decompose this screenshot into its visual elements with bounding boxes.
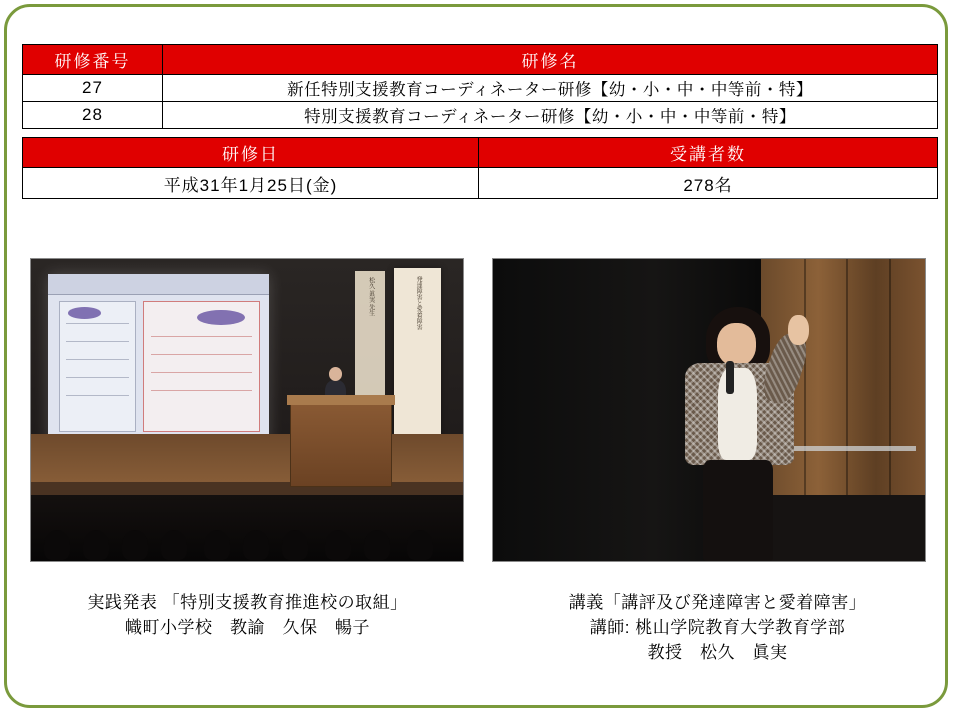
caption-left-line-2: 幟町小学校 教諭 久保 暢子 bbox=[125, 618, 370, 637]
training-name-28: 特別支援教育コーディネーター研修【幼・小・中・中等前・特】 bbox=[163, 102, 938, 129]
training-name-27: 新任特別支援教育コーディネーター研修【幼・小・中・中等前・特】 bbox=[163, 75, 938, 102]
col-header-training-number: 研修番号 bbox=[23, 45, 163, 75]
attendees-value: 278名 bbox=[479, 168, 938, 199]
lecture-scene bbox=[493, 259, 925, 561]
lecturer-face bbox=[717, 323, 756, 366]
podium-top bbox=[287, 395, 394, 405]
caption-left-line-1: 実践発表 「特別支援教育推進校の取組」 bbox=[87, 593, 408, 612]
microphone-icon bbox=[726, 361, 734, 394]
stage-banner-secondary-text: 松久 眞実 先生 bbox=[367, 277, 374, 317]
caption-right-line-1: 講義「講評及び発達障害と愛着障害」 bbox=[568, 593, 867, 612]
practice-presentation-photo bbox=[30, 258, 464, 562]
training-number-28: 28 bbox=[23, 102, 163, 129]
lecturer-pants bbox=[703, 460, 773, 561]
slide-title-bar bbox=[48, 274, 268, 295]
table-row bbox=[23, 75, 938, 102]
lecturer-figure bbox=[674, 307, 804, 561]
photo-row bbox=[0, 258, 960, 578]
training-info-table bbox=[22, 44, 938, 199]
caption-right-line-3: 教授 松久 眞実 bbox=[647, 643, 788, 662]
auditorium-scene bbox=[31, 259, 463, 561]
projection-screen bbox=[48, 274, 268, 443]
caption-right bbox=[490, 590, 945, 665]
handrail bbox=[787, 446, 917, 451]
table-header-row bbox=[23, 45, 938, 75]
table-header-row-2 bbox=[23, 138, 938, 168]
training-number-27: 27 bbox=[23, 75, 163, 102]
stage-floor bbox=[31, 434, 463, 488]
lecturer-blouse bbox=[718, 368, 757, 459]
stage-banner-main bbox=[394, 268, 442, 455]
table-row bbox=[23, 168, 938, 199]
stage-banner-main-text: 発達障害と愛着障害 bbox=[415, 275, 422, 330]
lecturer-raised-hand bbox=[788, 315, 809, 345]
podium bbox=[290, 401, 391, 488]
stage-edge bbox=[31, 482, 463, 494]
col-header-attendees: 受講者数 bbox=[479, 138, 938, 168]
col-header-training-name: 研修名 bbox=[163, 45, 938, 75]
slide-right-panel bbox=[143, 301, 260, 432]
col-header-training-date: 研修日 bbox=[23, 138, 479, 168]
training-date-value: 平成31年1月25日(金) bbox=[23, 168, 479, 199]
slide-left-panel bbox=[59, 301, 136, 432]
lecture-photo bbox=[492, 258, 926, 562]
caption-left bbox=[20, 590, 475, 640]
audience-area bbox=[31, 495, 463, 561]
caption-right-line-2: 講師: 桃山学院教育大学教育学部 bbox=[589, 618, 846, 637]
table-row bbox=[23, 102, 938, 129]
